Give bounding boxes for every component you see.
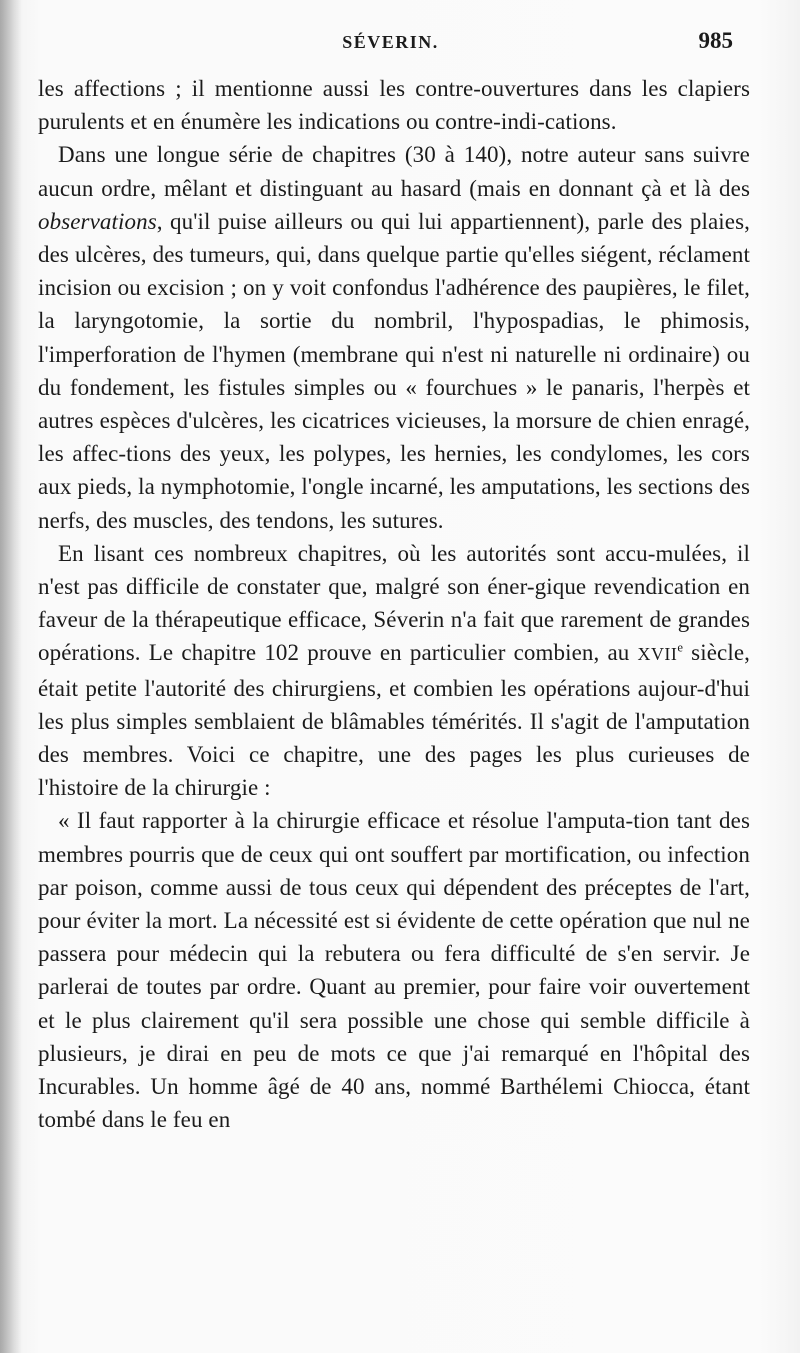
paragraph-4: [38, 804, 750, 1136]
century-superscript: e: [677, 640, 684, 655]
paragraph-2-italic-observations: observations: [38, 208, 157, 234]
century-numeral: XVII: [637, 644, 678, 665]
page-number: 985: [698, 28, 733, 53]
paragraph-2-text-end: , qu'il puise ailleurs ou qui lui appartiennent), parle des plaies, des ulcères, des tumeurs, qui, dans quelque partie qu'elles siégent, réclament incision ou excision ; on y voit confondus l'adhérence des paupières, le filet, la laryngotomie, la sortie du nombril, l'hypospadias, le phimosis, l'imperforation de l'hymen (membrane qui n'est ni naturelle ni ordinaire) ou du fondement, les fistules simples ou « fourchues » le panaris, l'herpès et autres espèces d'ulcères, les cicatrices vicieuses, la morsure de chien enragé, les affec-tions des yeux, les polypes, les hernies, les condylomes, les cors aux pieds, la nymphotomie, l'ongle incarné, les amputations, les sections des nerfs, des muscles, des tendons, les sutures.: [38, 208, 750, 533]
paragraph-1: [38, 72, 750, 138]
paragraph-3-text-end: siècle, était petite l'autorité des chirurgiens, et combien les opérations aujour-d'hui les plus simples semblaient de blâmables témérités. Il s'agit de l'amputation des membres. Voici ce chapitre, une des pages les plus curieuses de l'histoire de la chirurgie :: [38, 640, 750, 801]
paragraph-3: [38, 537, 750, 805]
paragraph-4-text: « Il faut rapporter à la chirurgie efficace et résolue l'amputa-tion tant des membres pourris que de ceux qui ont souffert par mortification, ou infection par poison, comme aussi de tous ceux qui dépendent des préceptes de l'art, pour éviter la mort. La nécessité est si évidente de cette opération que nul ne passera pour médecin qui la rebutera ou fera difficulté de s'en servir. Je parlerai de toutes par ordre. Quant au premier, pour faire voir ouvertement et le plus clairement qu'il sera possible une chose qui semble difficile à plusieurs, je dirai en peu de mots ce que j'ai remarqué en l'hôpital des Incurables. Un homme âgé de 40 ans, nommé Barthélemi Chiocca, étant tombé dans le feu en: [38, 808, 750, 1133]
page-header: [38, 30, 743, 64]
paragraph-2: [38, 138, 750, 536]
paragraph-1-text: les affections ; il mentionne aussi les contre-ouvertures dans les clapiers purulents et en énumère les indications ou contre-indi-cations.: [38, 76, 750, 135]
paragraph-3-text-start: En lisant ces nombreux chapitres, où les autorités sont accu-mulées, il n'est pas difficile de constater que, malgré son éner-gique revendication en faveur de la thérapeutique efficace, Séverin n'a fait que rarement de grandes opérations. Le chapitre 102 prouve en particulier combien, au: [38, 540, 750, 666]
body-text: [38, 72, 750, 1137]
running-head: SÉVERIN.: [342, 32, 439, 52]
paragraph-2-text-start: Dans une longue série de chapitres (30 à 140), notre auteur sans suivre aucun ordre, mêlant et distinguant au hasard (mais en donnant çà et là des: [38, 142, 750, 201]
